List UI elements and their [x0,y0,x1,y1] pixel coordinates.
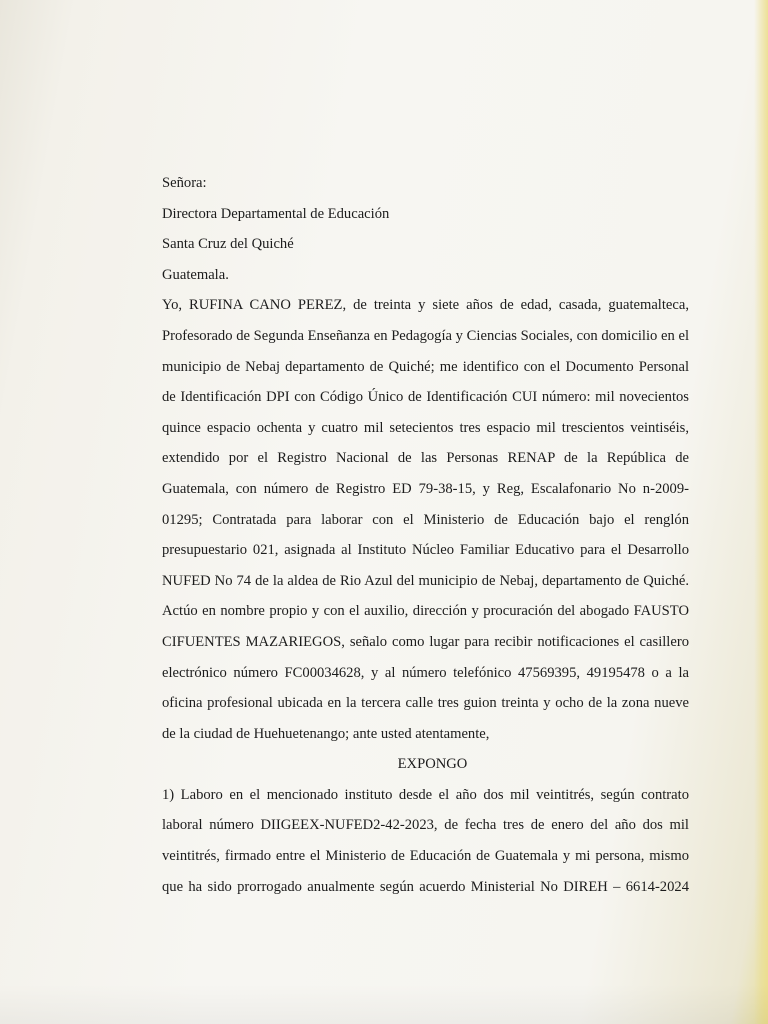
body-line: Yo, RUFINA CANO PEREZ, de treinta y siete años de edad, casada, guatemalteca, [162,297,689,314]
point-line: laboral número DIIGEEX-NUFED2-42-2023, de fecha tres de enero del año dos mil [162,817,689,834]
body-line: de Identificación DPI con Código Único de Identificación CUI número: mil novecientos [162,389,689,406]
body-line: municipio de Nebaj departamento de Quiché; me identifico con el Documento Personal [162,358,689,375]
body-line: quince espacio ochenta y cuatro mil setecientos tres espacio mil trescientos veintiséis, [162,419,689,436]
body-line: extendido por el Registro Nacional de las Personas RENAP de la República de [162,450,689,467]
section-heading: EXPONGO [397,756,468,773]
page-shadow [0,984,768,1024]
body-line: presupuestario 021, asignada al Instituto Núcleo Familiar Educativo para el Desarrollo [162,542,689,559]
body-line: 01295; Contratada para laborar con el Ministerio de Educación bajo el renglón [162,511,689,528]
recipient-country: Guatemala. [162,266,229,283]
recipient-title: Directora Departamental de Educación [162,205,390,222]
paper-edge [754,0,768,1024]
point-line: veintitrés, firmado entre el Ministerio de Educación de Guatemala y mi persona, mismo [162,848,689,865]
closing-line: de la ciudad de Huehuetenango; ante usted atentamente, [162,725,490,742]
body-line: Profesorado de Segunda Enseñanza en Pedagogía y Ciencias Sociales, con domicilio en el [162,327,689,344]
letter-body [162,168,689,902]
body-line: CIFUENTES MAZARIEGOS, señalo como lugar para recibir notificaciones el casillero [162,633,689,650]
body-line: Guatemala, con número de Registro ED 79-38-15, y Reg, Escalafonario No n-2009- [162,480,689,497]
body-line: NUFED No 74 de la aldea de Rio Azul del municipio de Nebaj, departamento de Quiché. [162,572,689,589]
salutation: Señora: [162,175,207,191]
point-line: 1) Laboro en el mencionado instituto desde el año dos mil veintitrés, según contrato [162,786,689,803]
point-line: que ha sido prorrogado anualmente según acuerdo Ministerial No DIREH – 6614-2024 [162,878,689,895]
body-line: oficina profesional ubicada en la tercera calle tres guion treinta y ocho de la zona nueve [162,695,689,712]
body-line: Actúo en nombre propio y con el auxilio, dirección y procuración del abogado FAUSTO [162,603,689,620]
recipient-city: Santa Cruz del Quiché [162,236,294,253]
body-line: electrónico número FC00034628, y al número telefónico 47569395, 49195478 o a la [162,664,689,681]
